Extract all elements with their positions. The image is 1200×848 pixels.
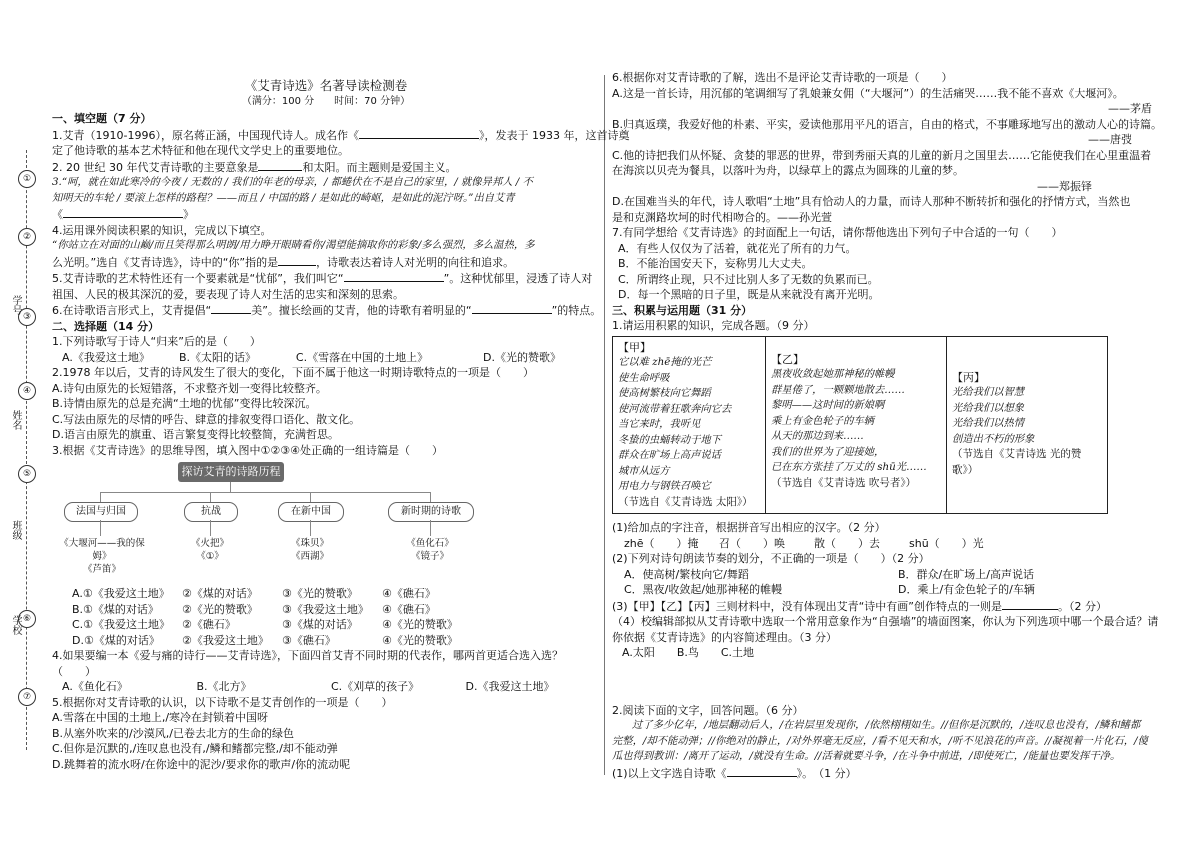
q14-stem: 1.请运用积累的知识，完成各题。（9 分） bbox=[612, 319, 815, 332]
q10-option-b[interactable]: B.《北方》 bbox=[196, 680, 252, 693]
q12-source-a: ——茅盾 bbox=[1108, 102, 1152, 115]
mindmap-connector bbox=[430, 520, 431, 536]
binding-mark-1: ① bbox=[18, 170, 36, 188]
q14-4-option-b[interactable]: B.鸟 bbox=[676, 646, 699, 659]
q7-stem: 1.下列诗歌写于诗人“归来”后的是（ ） bbox=[52, 335, 261, 348]
material-jia: 【甲】 它以难 zhē掩的光芒 使生命呼吸 使高树繁枝向它舞蹈 使河流带着狂歌奔向它去 当它来时，我听见 冬蛰的虫蛹转动于地下 群众在旷场上高声说话 城市从远方 用电力与钢铁召唤它 （节选自《艾青诗选 太阳》） bbox=[613, 336, 766, 514]
q14-2-stem: (2)下列对诗句朗读节奏的划分，不正确的一项是（ ）（2 分） bbox=[612, 552, 930, 565]
binding-mark-6: ⑥ bbox=[18, 610, 36, 628]
mindmap-leaf-4: 《鱼化石》 《镜子》 bbox=[406, 538, 454, 562]
q11-option-b[interactable]: B.从塞外吹来的/沙漠风,/已卷去北方的生命的绿色 bbox=[52, 726, 294, 740]
mindmap-node-new-china: 在新中国 bbox=[278, 502, 344, 522]
q9-option-b[interactable]: B.①《煤的对话》 ②《光的赞歌》 ③《我爱这土地》 ④《礁石》 bbox=[72, 602, 436, 616]
q14-2-option-b[interactable]: B．群众/在旷场上/高声说话 bbox=[898, 567, 1034, 581]
q12-source-b: ——唐弢 bbox=[1088, 133, 1132, 146]
q1-answer-blank[interactable] bbox=[359, 127, 479, 139]
q14-4-line1: （4）校编辑部拟从艾青诗歌中选取一个常用意象作为“自强墙”的墙面图案，你认为下列选项中哪一个最合适？请 bbox=[612, 615, 1159, 628]
material-yi: 【乙】 黑夜收敛起她那神秘的帷幔 群星倦了，一颗颗地散去…… 黎明——这时间的新娘啊 乘上有金色轮子的车辆 从天的那边到来…… 我们的世界为了迎接她， 已在东方张挂了万丈的 shū光…… （节选自《艾青诗选 吹号者》） bbox=[766, 336, 947, 514]
q7-option-a[interactable]: A.《我爱这土地》 bbox=[62, 350, 150, 364]
q6-line: 6.在诗歌语言形式上，艾青提倡“ 美”。擅长绘画的艾青，他的诗歌有着明显的“ ”的特点。 bbox=[52, 304, 602, 317]
q10-option-d[interactable]: D.《我爱这土地》 bbox=[465, 680, 555, 693]
left-column bbox=[52, 70, 630, 772]
q4-line1: 4.运用课外阅读积累的知识，完成以下填空。 bbox=[52, 223, 272, 237]
mindmap-root: 探访艾青的诗路历程 bbox=[178, 462, 284, 482]
q13-option-a[interactable]: A．有些人仅仅为了活着，就花光了所有的力气。 bbox=[618, 241, 857, 255]
q9-option-d[interactable]: D.①《煤的对话》 ②《我爱这土地》 ③《礁石》 ④《光的赞歌》 bbox=[72, 633, 458, 647]
mindmap-connector bbox=[100, 520, 101, 536]
mindmap-connector bbox=[100, 492, 101, 502]
q11-stem: 5.根据你对艾青诗歌的认识，以下诗歌不是艾青创作的一项是（ ） bbox=[52, 695, 393, 709]
q14-2-option-d[interactable]: D．乘上/有金色轮子的/车辆 bbox=[898, 583, 1035, 596]
q3-answer-blank[interactable] bbox=[63, 206, 183, 218]
mindmap-connector bbox=[310, 520, 311, 536]
material-bing: 【丙】 光给我们以智慧 光给我们以想象 光给我们以热情 创造出不朽的形象 （节选自《艾青诗选 光的赞歌》） bbox=[947, 336, 1108, 514]
q12-option-d-cont: 是和克渊路坎坷的时代相吻合的。——孙光萱 bbox=[612, 210, 832, 224]
q15-1-line: (1)以上文字选自诗歌《 》。 （1 分） bbox=[612, 766, 857, 780]
q12-option-d[interactable]: D.在国难当头的年代，诗人歌唱“土地”具有恰动人的力量，而诗人那种不断转折和强化的抒情方式，当然也 bbox=[612, 195, 1131, 208]
mindmap-leaf-2: 《火把》 《①》 bbox=[190, 538, 229, 562]
q8-option-a[interactable]: A.诗句由原先的长短错落，不求整齐划一变得比较整齐。 bbox=[52, 381, 327, 395]
q11-option-d[interactable]: D.跳舞着的流水呀/在你途中的泥沙/要求你的歌声/你的流动呢 bbox=[52, 757, 351, 771]
exam-subtitle: （满分：100 分 时间：70 分钟） bbox=[241, 95, 411, 107]
q12-option-a[interactable]: A.这是一首长诗，用沉郁的笔调细写了乳娘兼女佣（“大堰河”）的生活痛哭……我不能不喜欢《大堰河》。 bbox=[612, 86, 1124, 100]
q15-passage-line2: 完整，/却不能动弹；//你绝对的静止，/对外界毫无反应，/看不见天和水，/听不见浪花的声音。//凝视着一片化石，/傻 bbox=[612, 734, 1148, 747]
q14-4-options bbox=[612, 645, 1172, 661]
q12-stem: 6.根据你对艾青诗歌的了解，选出不是评论艾青诗歌的一项是（ ） bbox=[612, 71, 953, 84]
section-accumulate-heading: 三、积累与运用题（31 分） bbox=[612, 303, 753, 317]
q5-line2: 祖国、人民的极其深沉的爱，要表现了诗人对生活的忠实和深刻的思索。 bbox=[52, 287, 404, 301]
q10-option-a[interactable]: A.《鱼化石》 bbox=[62, 680, 128, 693]
q15-1-answer-blank[interactable] bbox=[727, 765, 797, 777]
q13-option-c[interactable]: C．所谓终止现，只不过比别人多了无数的负累而已。 bbox=[618, 272, 879, 286]
q14-1-stem: (1)给加点的字注音，根据拼音写出相应的汉字。（2 分） bbox=[612, 521, 886, 534]
section-fill-blank-heading: 一、填空题（7 分） bbox=[52, 112, 152, 125]
section-choice-heading: 二、选择题（14 分） bbox=[52, 319, 160, 333]
binding-mark-5: ⑤ bbox=[18, 465, 36, 483]
q10-stem: 4.如果要编一本《爱与痛的诗行——艾青诗选》，下面四首艾青不同时期的代表作，哪两首更适合选入选？ bbox=[52, 649, 563, 662]
binding-mark-2: ② bbox=[18, 228, 36, 246]
q14-2-option-c[interactable]: C．黑夜/收敛起/她那神秘的帷幔 bbox=[624, 583, 783, 596]
q3-line2: 知明天的车轮 / 要滚上怎样的路程？——而且 / 中国的路 / 是如此的崎岖，是如此的泥泞呀。”出自艾青 bbox=[52, 191, 515, 204]
q10-stem-paren: （ ） bbox=[52, 664, 96, 678]
q6-answer-blank-1[interactable] bbox=[211, 302, 251, 314]
q4-answer-blank[interactable] bbox=[278, 254, 316, 266]
column-divider bbox=[604, 75, 605, 775]
q3-line3: 《 》 bbox=[52, 208, 194, 221]
binding-label-school: 学校 bbox=[10, 615, 21, 635]
q14-4-option-a[interactable]: A.太阳 bbox=[622, 646, 655, 659]
mindmap-node-war: 抗战 bbox=[184, 502, 238, 522]
binding-mark-4: ④ bbox=[18, 382, 36, 400]
binding-label-class: 班级 bbox=[10, 520, 21, 540]
q11-option-a[interactable]: A.雪落在中国的土地上,/寒冷在封锁着中国呀 bbox=[52, 711, 269, 724]
q5-answer-blank[interactable] bbox=[344, 270, 444, 282]
q7-options bbox=[62, 350, 600, 366]
q14-4-line2: 你依据《艾青诗选》的内容简述理由。（3 分） bbox=[612, 630, 837, 644]
q15-passage-line3: 瓜也得到教训：/离开了运动，/就没有生命。//活着就要斗争，/在斗争中前进，/即使死亡，/能量也要发挥干净。 bbox=[612, 750, 1121, 762]
mindmap-diagram bbox=[60, 462, 480, 582]
q14-1-blank-zhao[interactable]: 召（ ）唤 bbox=[719, 536, 785, 550]
right-column bbox=[612, 70, 1172, 781]
q14-1-blank-shu[interactable]: shū（ ）光 bbox=[909, 536, 984, 550]
binding-mark-3: ③ bbox=[18, 308, 36, 326]
q9-option-c[interactable]: C.①《我爱这土地》 ②《礁石》 ③《煤的对话》 ④《光的赞歌》 bbox=[72, 618, 458, 631]
q14-2-option-a[interactable]: A．使高树/繁枝向它/舞蹈 bbox=[624, 567, 749, 581]
material-table bbox=[612, 336, 1108, 515]
q14-1-blank-zhe[interactable]: zhē（ ）掩 bbox=[624, 536, 699, 550]
q3-line1: 3.“呵，就在如此寒冷的今夜 / 无数的 / 我们的年老的母亲，/ 都蜷伏在不是自己的家里，/ 就像异邦人 / 不 bbox=[52, 176, 533, 188]
q5-line1: 5.艾青诗歌的艺术特性还有一个要素就是“忧郁”，我们叫它“ ”。这种忧郁里，浸透了诗人对 bbox=[52, 272, 593, 285]
q6-answer-blank-2[interactable] bbox=[472, 302, 552, 314]
q15-passage-line1: 过了多少亿年，/地层翻动后人，/在岩层里发现你，/依然栩栩如生。//但你是沉默的，/连叹息也没有，/鳞和鳍都 bbox=[632, 719, 1141, 731]
mindmap-connector bbox=[100, 492, 430, 493]
q4-line3: 么光明。”选自《艾青诗选》，诗中的“你”指的是 ，诗歌表达着诗人对光明的向往和追求。 bbox=[52, 255, 515, 269]
q14-1-blanks bbox=[612, 536, 1004, 552]
q13-option-b[interactable]: B．不能治国安天下，妄称男儿大丈夫。 bbox=[618, 257, 813, 270]
q14-3-line: (3)【甲】【乙】【丙】三则材料中，没有体现出艾青“诗中有画”创作特点的一则是 。（2 分） bbox=[612, 599, 1107, 613]
binding-mark-7: ⑦ bbox=[18, 688, 36, 706]
q13-option-d[interactable]: D．每一个黑暗的日子里，既是从来就没有离开光明。 bbox=[618, 288, 880, 301]
q12-option-c[interactable]: C.他的诗把我们从怀疑、贪婪的罪恶的世界，带到秀丽天真的儿童的新月之国里去……它能使我们在心里重温着 bbox=[612, 148, 1152, 162]
binding-label-student-id: 学号 bbox=[10, 295, 21, 315]
q9-option-a[interactable]: A.①《我爱这土地》 ②《煤的对话》 ③《光的赞歌》 ④《礁石》 bbox=[72, 587, 436, 600]
q2-answer-blank[interactable] bbox=[258, 159, 302, 171]
q14-2-options-cd bbox=[612, 582, 1172, 598]
mindmap-connector bbox=[210, 520, 211, 536]
binding-label-name: 姓名 bbox=[10, 410, 21, 430]
q12-option-b[interactable]: B.归真返璞，我爱好他的朴素、平实，爱读他那用平凡的语言，自由的格式，不事雕琢地写出的激动人心的诗篇。 bbox=[612, 117, 1163, 131]
q12-source-c: ——郑振铎 bbox=[1037, 179, 1092, 193]
mindmap-leaf-1: 《大堰河——我的保姆》 《芦笛》 bbox=[59, 538, 145, 575]
q8-stem: 2.1978 年以后，艾青的诗风发生了很大的变化，下面不属于他这一时期诗歌特点的一项是（ ） bbox=[52, 366, 534, 379]
q7-option-c[interactable]: C.《雪落在中国的土地上》 bbox=[295, 350, 429, 364]
mindmap-node-new-era: 新时期的诗歌 bbox=[388, 502, 474, 522]
mindmap-connector bbox=[230, 482, 231, 492]
q10-option-c[interactable]: C.《刈草的孩子》 bbox=[331, 680, 420, 693]
q9-stem: 3.根据《艾青诗选》的思维导图，填入图中①②③④处正确的一组诗篇是（ ） bbox=[52, 443, 443, 457]
q7-option-b[interactable]: B.《太阳的话》 bbox=[178, 350, 256, 364]
q8-option-b[interactable]: B.诗情由原先的总是充满“土地的忧郁”变得比较深沉。 bbox=[52, 397, 317, 410]
q4-line2: “你站立在对面的山巅/而且笑得那么明朗/用力睁开眼睛看你/渴望能摘取你的彩象/多么强烈，多么温热，多 bbox=[52, 239, 535, 251]
q1-line2: 定了他诗歌的基本艺术特征和他在现代文学史上的重要地位。 bbox=[52, 144, 349, 157]
mindmap-connector bbox=[310, 492, 311, 502]
q8-option-d[interactable]: D.语言由原先的旗重、语言繁复变得比较整简，充满哲思。 bbox=[52, 428, 339, 441]
q12-option-c-cont: 在海滨以贝壳为餐具，以落叶为舟，以绿草上的露点为圆珠的儿童的梦。 bbox=[612, 164, 964, 177]
q15-stem: 2.阅读下面的文字，回答问题。（6 分） bbox=[612, 703, 804, 717]
mindmap-node-france-return: 法国与归国 bbox=[64, 502, 138, 522]
q14-3-answer-blank[interactable] bbox=[1002, 598, 1058, 610]
q1-line1: 1.艾青（1910-1996），原名蒋正涵，中国现代诗人。成名作《 》，发表于 1933 年，这首诗奠 bbox=[52, 128, 630, 142]
q8-option-c[interactable]: C.写法由原先的尽情的呼告、肆意的排叙变得口语化、散文化。 bbox=[52, 412, 361, 426]
q14-4-option-c[interactable]: C.土地 bbox=[720, 646, 755, 659]
mindmap-connector bbox=[210, 492, 211, 502]
q2-line: 2. 20 世纪 30 年代艾青诗歌的主要意象是 和太阳。而主题则是爱国主义。 bbox=[52, 160, 457, 174]
q11-option-c[interactable]: C.但你是沉默的,/连叹息也没有,/鳞和鳍都完整,/却不能动弹 bbox=[52, 742, 338, 755]
q14-2-options-ab bbox=[612, 567, 1172, 583]
q7-option-d[interactable]: D.《光的赞歌》 bbox=[483, 350, 561, 364]
mindmap-connector bbox=[430, 492, 431, 502]
exam-title: 《艾青诗选》名著导读检测卷 bbox=[244, 78, 408, 93]
q14-4-answer-space[interactable] bbox=[612, 661, 1172, 703]
q14-1-blank-san[interactable]: 散（ ）去 bbox=[814, 536, 880, 550]
q13-stem: 7.有同学想给《艾青诗选》的封面配上一句话，请你帮他选出下列句子中合适的一句（ ） bbox=[612, 226, 1063, 239]
q10-options bbox=[62, 679, 600, 695]
mindmap-leaf-3: 《珠贝》 《西湖》 bbox=[290, 538, 329, 562]
